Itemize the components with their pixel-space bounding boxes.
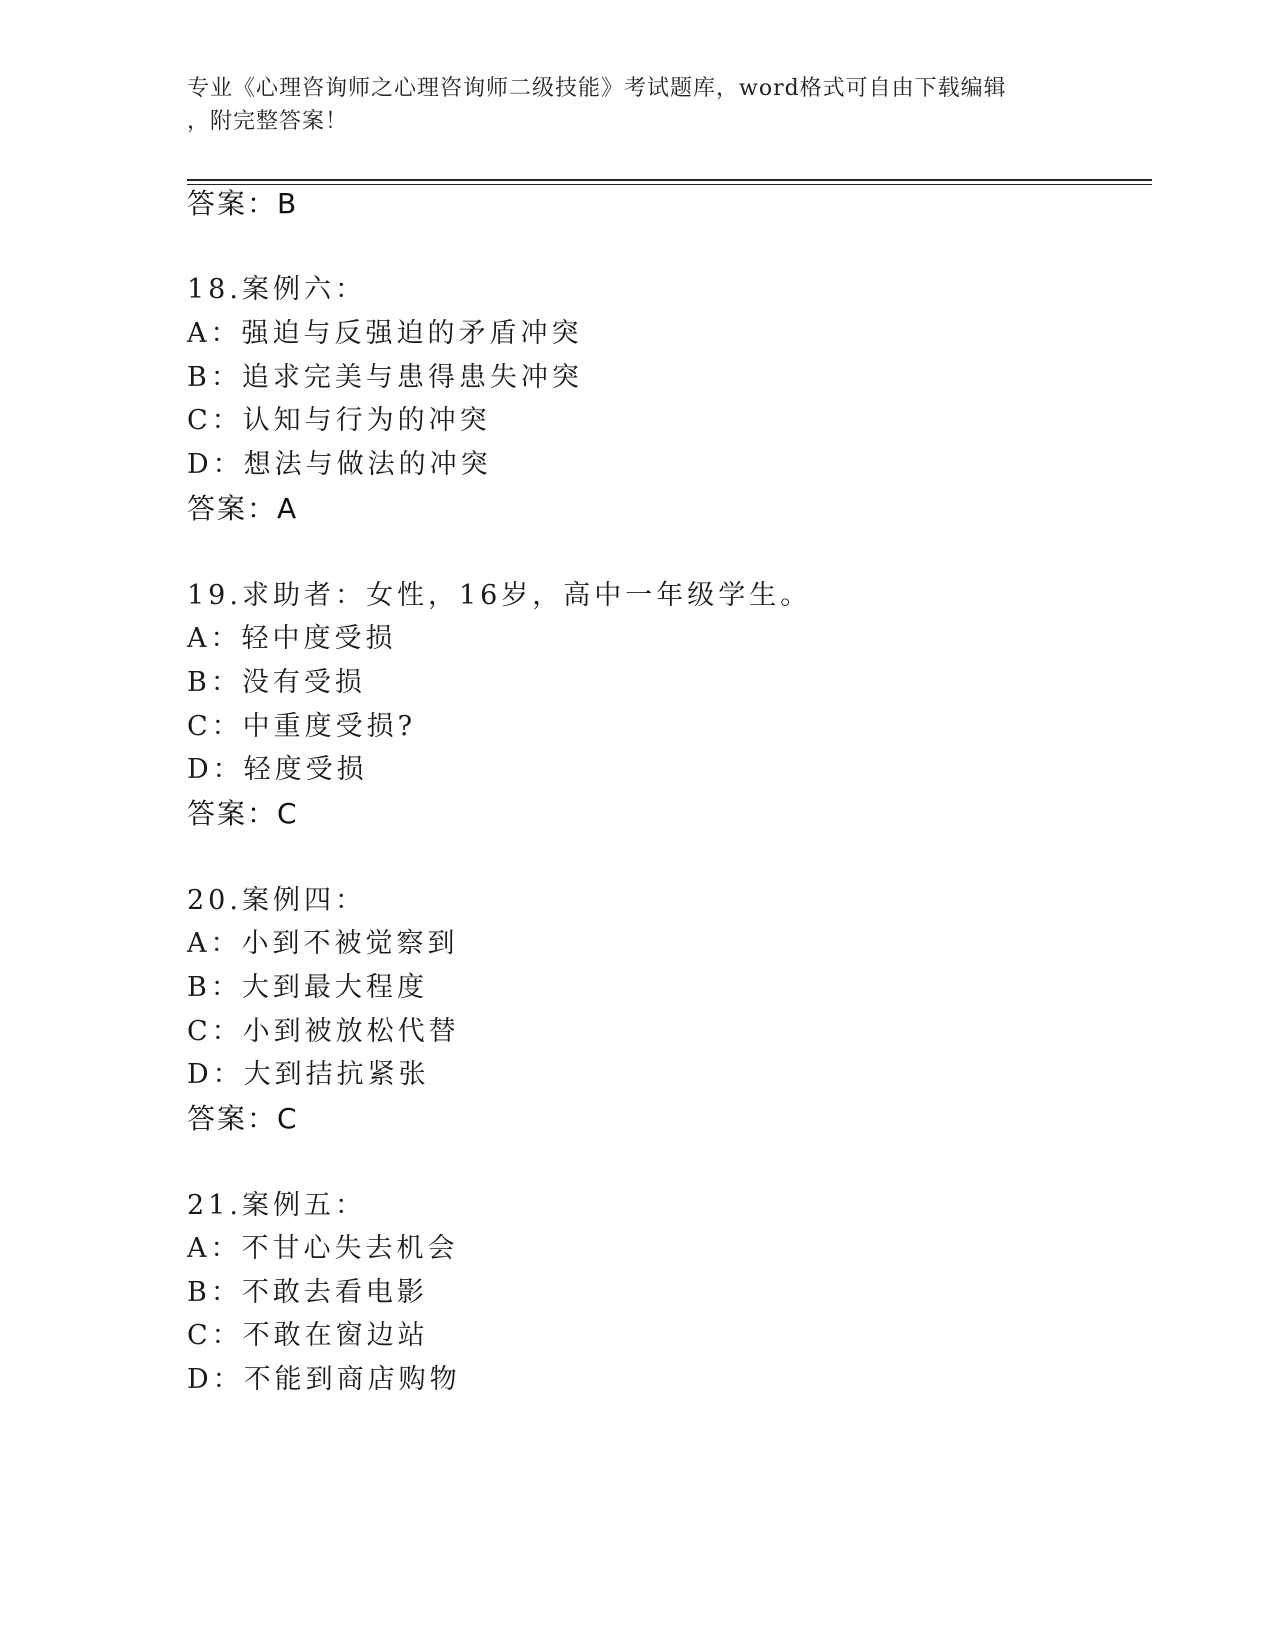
question-18-option-c: C：认知与行为的冲突	[187, 405, 491, 436]
question-19-option-a: A：轻中度受损	[187, 623, 397, 654]
question-19-stem: 19.求助者：女性，16岁，高中一年级学生。	[187, 580, 812, 611]
prev-answer: 答案：B	[187, 187, 299, 220]
question-21-option-c: C：不敢在窗边站	[187, 1320, 429, 1351]
question-20-answer: 答案：C	[187, 1102, 299, 1135]
question-18-option-d: D：想法与做法的冲突	[187, 449, 492, 480]
header-rule-thin	[187, 184, 1152, 185]
question-20-option-a: A：小到不被觉察到	[187, 928, 459, 959]
question-19-option-c: C：中重度受损?	[187, 711, 417, 742]
question-18-option-b: B：追求完美与患得患失冲突	[187, 362, 583, 393]
header-rule-thick	[187, 179, 1152, 181]
question-21-option-d: D：不能到商店购物	[187, 1364, 461, 1395]
header-line-1: 专业《心理咨询师之心理咨询师二级技能》考试题库，word格式可自由下载编辑	[187, 76, 1007, 101]
question-18-answer: 答案：A	[187, 492, 299, 525]
question-20-option-d: D：大到拮抗紧张	[187, 1059, 430, 1090]
question-20-option-c: C：小到被放松代替	[187, 1016, 460, 1047]
question-20-stem: 20.案例四：	[187, 885, 366, 916]
question-21-stem: 21.案例五：	[187, 1190, 366, 1221]
document-header	[187, 72, 1087, 138]
question-18-stem: 18.案例六：	[187, 274, 366, 305]
question-19-option-d: D：轻度受损	[187, 754, 368, 785]
question-19-answer: 答案：C	[187, 797, 299, 830]
question-21-option-a: A：不甘心失去机会	[187, 1233, 459, 1264]
question-18-option-a: A：强迫与反强迫的矛盾冲突	[187, 318, 583, 349]
question-21-option-b: B：不敢去看电影	[187, 1277, 428, 1308]
header-line-2: ，附完整答案！	[187, 109, 349, 134]
question-19-option-b: B：没有受损	[187, 667, 366, 698]
question-20-option-b: B：大到最大程度	[187, 972, 428, 1003]
